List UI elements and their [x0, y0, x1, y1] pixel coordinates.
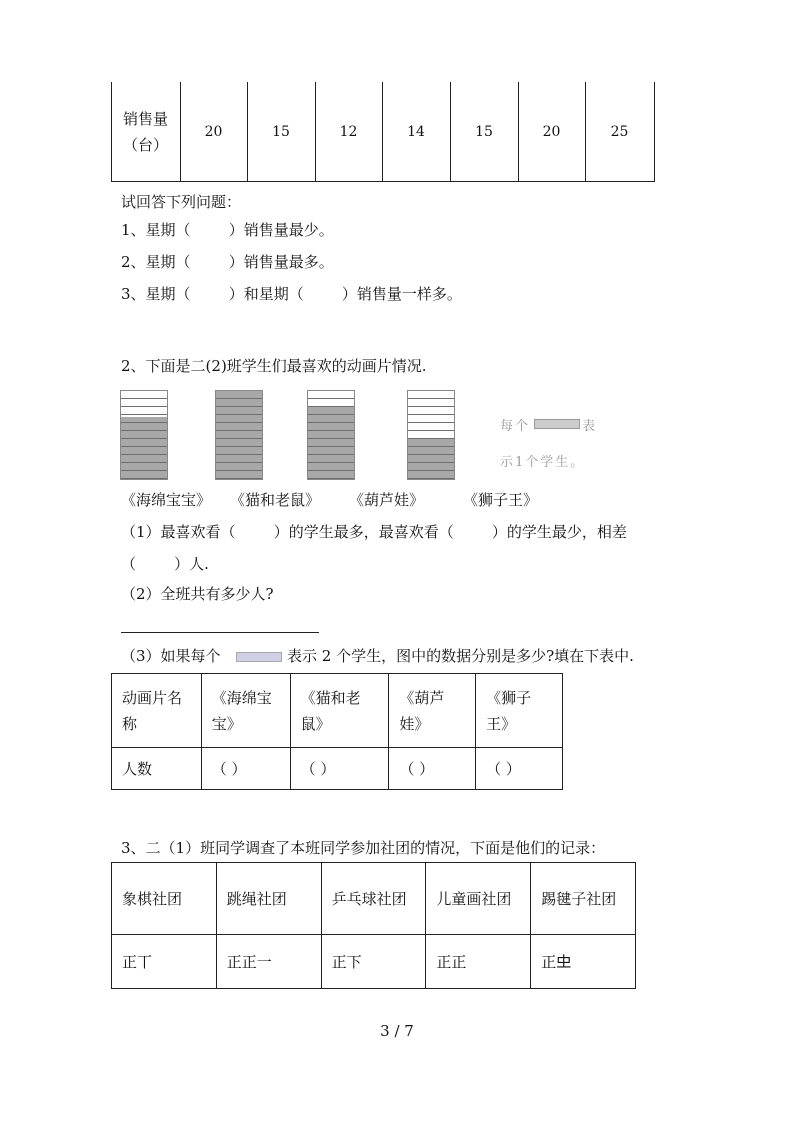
q2-sub1-line1: （1）最喜欢看（ ）的学生最多，最喜欢看（ ）的学生最少，相差 — [121, 523, 627, 541]
club-table — [111, 862, 636, 989]
row-label: 人数 — [112, 748, 202, 790]
table-header-cell — [112, 674, 202, 748]
answer-blank[interactable]: （ ） — [290, 748, 389, 790]
sales-value: 15 — [475, 124, 493, 140]
legend-prefix: 每个 — [500, 419, 531, 434]
header-col-a: 《猫和老 — [300, 688, 361, 707]
legend-line2: 示1个学生。 — [500, 455, 586, 470]
table-header-cell — [389, 674, 476, 748]
table-header-cell — [201, 674, 290, 748]
club-name: 踢毽子社团 — [531, 863, 636, 935]
answer-blank[interactable]: （ ） — [476, 748, 563, 790]
header-col-a: 《海绵宝 — [211, 688, 272, 707]
table-header-cell — [476, 674, 563, 748]
answer-blank[interactable]: （ ） — [201, 748, 290, 790]
tally-mark: 正丅 — [112, 935, 217, 989]
q2-sub2: （2）全班共有多少人? — [121, 585, 274, 603]
bar-box — [120, 390, 168, 480]
page-number: 3 / 7 — [380, 1022, 414, 1040]
sales-label — [111, 82, 180, 182]
table-row — [112, 863, 636, 935]
bar-label: 《狮子王》 — [463, 491, 539, 509]
table-row — [112, 674, 563, 748]
answer-line — [121, 632, 319, 633]
bar-gridlines — [121, 391, 167, 479]
club-name: 儿童画社团 — [426, 863, 531, 935]
q1-item: 1、星期（ ）销售量最少。 — [121, 221, 334, 239]
sales-value: 20 — [542, 124, 561, 140]
legend-unit-icon — [534, 419, 580, 429]
legend-suffix: 表 — [582, 419, 598, 434]
bar-label: 《葫芦娃》 — [349, 491, 425, 509]
q2-sub3-suffix: 表示 2 个学生，图中的数据分别是多少?填在下表中. — [287, 647, 634, 665]
bar-box — [215, 390, 263, 480]
table-row — [112, 935, 636, 989]
q3-title: 3、二（1）班同学调查了本班同学参加社团的情况，下面是他们的记录： — [121, 839, 606, 857]
bar-gridlines — [308, 391, 354, 479]
header-col-a: 《葫芦 — [399, 688, 445, 707]
header-col-a: 《狮子 — [486, 688, 532, 707]
q2-sub3-prefix: （3）如果每个 — [121, 647, 221, 665]
legend-unit-icon — [236, 652, 282, 662]
sales-value: 20 — [204, 124, 223, 140]
q1-intro: 试回答下列问题： — [121, 193, 242, 211]
table-row — [112, 748, 563, 790]
header-col-b: 鼠》 — [300, 714, 331, 733]
tally-mark: 正下 — [321, 935, 426, 989]
bar-box — [407, 390, 455, 480]
sales-label-line2: （台） — [122, 136, 168, 154]
sales-value: 14 — [407, 124, 425, 140]
header-label-b: 称 — [122, 714, 138, 733]
sales-value: 15 — [272, 124, 290, 140]
club-name: 乒乓球社团 — [321, 863, 426, 935]
header-col-b: 王》 — [486, 714, 517, 733]
table-border — [654, 82, 655, 182]
bar-gridlines — [216, 391, 262, 479]
sales-label-line1: 销售量 — [122, 110, 168, 128]
tally-mark: 正𠀐 — [531, 935, 636, 989]
club-name: 象棋社团 — [112, 863, 217, 935]
tally-mark: 正正一 — [216, 935, 321, 989]
sales-value: 12 — [339, 124, 358, 140]
answer-blank[interactable]: （ ） — [389, 748, 476, 790]
bar-label: 《海绵宝宝》 — [121, 491, 212, 509]
bar-box — [307, 390, 355, 480]
cartoon-table — [111, 673, 563, 790]
header-col-b: 娃》 — [399, 714, 430, 733]
sales-table — [111, 82, 655, 182]
sales-value: 25 — [610, 124, 629, 140]
table-header-cell — [290, 674, 389, 748]
header-label-a: 动画片名 — [122, 688, 183, 707]
q2-sub1-line2: （ ）人. — [121, 555, 209, 573]
q2-title: 2、下面是二(2)班学生们最喜欢的动画片情况. — [121, 357, 427, 375]
club-name: 跳绳社团 — [216, 863, 321, 935]
tally-mark: 正正 — [426, 935, 531, 989]
bar-label: 《猫和老鼠》 — [230, 491, 321, 509]
q1-item: 2、星期（ ）销售量最多。 — [121, 253, 334, 271]
bar-gridlines — [408, 391, 454, 479]
q1-item: 3、星期（ ）和星期（ ）销售量一样多。 — [121, 285, 462, 303]
header-col-b: 宝》 — [211, 714, 242, 733]
